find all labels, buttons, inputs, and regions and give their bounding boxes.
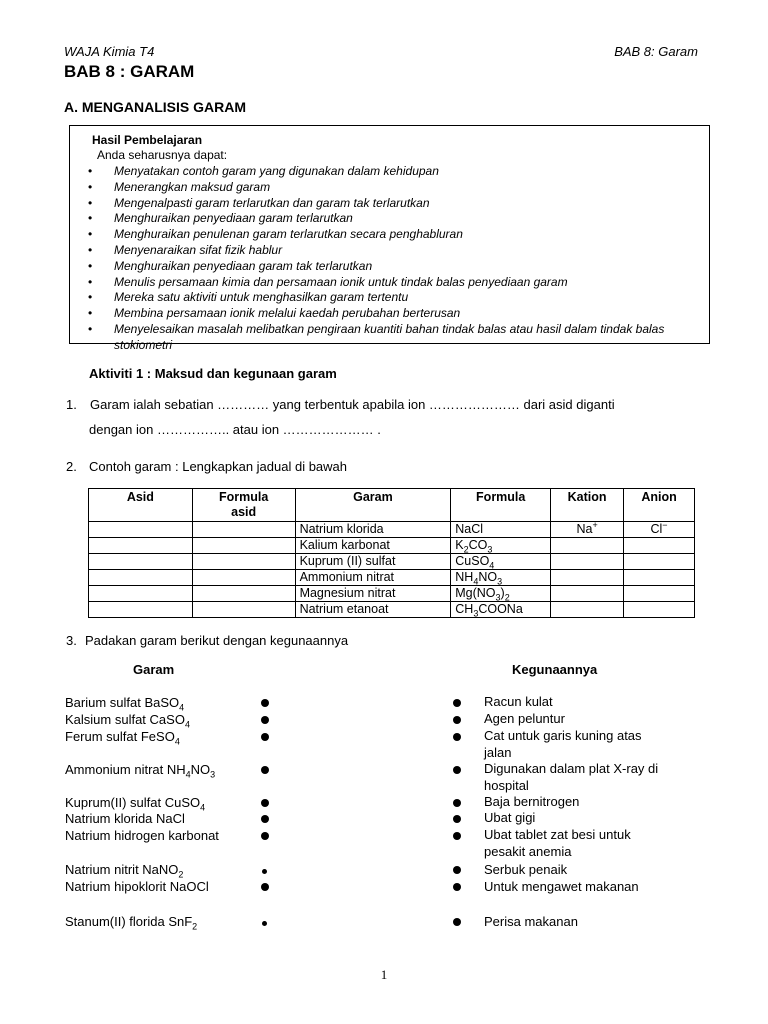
table-row: Natrium klorida NaCl Na+ Cl− bbox=[89, 522, 695, 538]
learning-outcomes-box bbox=[69, 125, 710, 352]
salt-item: Natrium hipoklorit NaOCl bbox=[65, 879, 209, 894]
use-item: Baja bernitrogen bbox=[484, 794, 580, 809]
match-dot-right[interactable] bbox=[453, 733, 461, 741]
match-dot-left[interactable] bbox=[261, 815, 269, 823]
match-dot-left[interactable] bbox=[261, 716, 269, 724]
match-dot-right[interactable] bbox=[453, 716, 461, 724]
column-header-formula-asid: Formula asid bbox=[192, 489, 295, 522]
column-header-formula: Formula bbox=[451, 489, 551, 522]
activity-title: Aktiviti 1 : Maksud dan kegunaan garam bbox=[89, 366, 337, 381]
list-item: • Menghuraikan penyediaan garam tak terlarutkan bbox=[88, 259, 703, 275]
learning-outcomes-list bbox=[88, 164, 703, 354]
salt-item: Kuprum(II) sulfat CuSO$_4$ bbox=[65, 795, 206, 813]
match-right-header: Kegunaannya bbox=[512, 662, 598, 677]
list-item: • Menghuraikan penulenan garam terlarutkan secara penghabluran bbox=[88, 227, 703, 243]
match-dot-right[interactable] bbox=[453, 883, 461, 891]
match-dot-right[interactable] bbox=[453, 815, 461, 823]
learning-outcomes-title: Hasil Pembelajaran bbox=[92, 133, 203, 147]
match-dot-left[interactable] bbox=[262, 921, 267, 926]
match-dot-right[interactable] bbox=[453, 832, 461, 840]
column-header-asid: Asid bbox=[89, 489, 193, 522]
salt-item: Natrium hidrogen karbonat bbox=[65, 828, 219, 843]
table-row: Kalium karbonat $K_2CO_3$ bbox=[89, 538, 695, 554]
match-dot-left[interactable] bbox=[261, 799, 269, 807]
salt-table bbox=[88, 488, 695, 618]
question-2-number: 2. bbox=[66, 459, 77, 474]
use-item: Untuk mengawet makanan bbox=[484, 879, 639, 894]
salt-item: Barium sulfat BaSO$_4$ bbox=[65, 695, 185, 713]
column-header-anion: Anion bbox=[624, 489, 695, 522]
match-dot-right[interactable] bbox=[453, 799, 461, 807]
question-1-number: 1. bbox=[66, 397, 77, 412]
match-dot-right[interactable] bbox=[453, 699, 461, 707]
list-item: • Menulis persamaan kimia dan persamaan ionik untuk tindak balas penyediaan garam bbox=[88, 275, 703, 291]
running-header-right: BAB 8: Garam bbox=[614, 44, 698, 59]
match-left-header: Garam bbox=[133, 662, 175, 677]
running-header-left: WAJA Kimia T4 bbox=[64, 44, 155, 59]
list-item: • Mereka satu aktiviti untuk menghasilkan garam tertentu bbox=[88, 290, 703, 306]
match-dot-left[interactable] bbox=[262, 869, 267, 874]
table-row: Magnesium nitrat $Mg(NO_3)_2$ bbox=[89, 586, 695, 602]
use-item: Agen peluntur bbox=[484, 711, 565, 726]
page-number: 1 bbox=[380, 967, 388, 982]
question-2-text: Contoh garam : Lengkapkan jadual di bawah bbox=[89, 459, 348, 474]
table-header-row bbox=[89, 489, 695, 522]
list-item: • Membina persamaan ionik melalui kaedah perubahan berterusan bbox=[88, 306, 703, 322]
list-item: • Menyatakan contoh garam yang digunakan dalam kehidupan bbox=[88, 164, 703, 180]
match-dot-left[interactable] bbox=[261, 883, 269, 891]
use-item: Digunakan dalam plat X-ray di hospital bbox=[484, 761, 659, 793]
match-dot-right[interactable] bbox=[453, 918, 461, 926]
section-heading: A. MENGANALISIS GARAM bbox=[64, 99, 246, 115]
list-item: • Menyenaraikan sifat fizik hablur bbox=[88, 243, 703, 259]
list-item: • Menerangkan maksud garam bbox=[88, 180, 703, 196]
learning-outcomes-subtitle: Anda seharusnya dapat: bbox=[97, 148, 228, 162]
use-item: Serbuk penaik bbox=[484, 862, 568, 877]
use-item: Cat untuk garis kuning atas jalan bbox=[484, 728, 642, 760]
list-item: • Mengenalpasti garam terlarutkan dan garam tak terlarutkan bbox=[88, 196, 703, 212]
salt-item: Natrium klorida NaCl bbox=[65, 811, 185, 826]
use-item: Ubat gigi bbox=[484, 810, 536, 825]
column-header-kation: Kation bbox=[551, 489, 624, 522]
question-3-text: Padakan garam berikut dengan kegunaannya bbox=[85, 633, 349, 648]
table-row: Natrium etanoat $CH_3COONa$ bbox=[89, 602, 695, 618]
use-item: Perisa makanan bbox=[484, 914, 578, 929]
salt-item: Ferum sulfat FeSO$_4$ bbox=[65, 729, 180, 747]
question-1-line-2: dengan ion …………….. atau ion ………………… . bbox=[89, 422, 381, 437]
match-dot-left[interactable] bbox=[261, 832, 269, 840]
table-row: Kuprum (II) sulfat CuSO$_4$ bbox=[89, 554, 695, 570]
use-item: Ubat tablet zat besi untuk pesakit anemia bbox=[484, 827, 631, 859]
column-header-garam: Garam bbox=[295, 489, 451, 522]
salt-item: Kalsium sulfat CaSO$_4$ bbox=[65, 712, 190, 730]
match-dot-right[interactable] bbox=[453, 766, 461, 774]
list-item: • Menyelesaikan masalah melibatkan pengiraan kuantiti bahan tindak balas atau hasil dalam tindak balas stokiometri bbox=[88, 322, 703, 354]
salt-item: Stanum(II) florida SnF$_2$ bbox=[65, 914, 198, 932]
match-dot-right[interactable] bbox=[453, 866, 461, 874]
use-item: Racun kulat bbox=[484, 694, 553, 709]
list-item: • Menghuraikan penyediaan garam terlarutkan bbox=[88, 211, 703, 227]
salt-item: Ammonium nitrat $NH_4NO_3$ bbox=[65, 762, 216, 780]
question-3-number: 3. bbox=[66, 633, 77, 648]
match-dot-left[interactable] bbox=[261, 766, 269, 774]
match-dot-left[interactable] bbox=[261, 733, 269, 741]
question-1-line-1: Garam ialah sebatian ………… yang terbentuk apabila ion ………………… dari asid diganti bbox=[90, 397, 615, 412]
match-dot-left[interactable] bbox=[261, 699, 269, 707]
table-row: Ammonium nitrat $NH_4NO_3$ bbox=[89, 570, 695, 586]
chapter-title: BAB 8 : GARAM bbox=[64, 62, 195, 81]
salt-item: Natrium nitrit NaNO$_2$ bbox=[65, 862, 184, 880]
